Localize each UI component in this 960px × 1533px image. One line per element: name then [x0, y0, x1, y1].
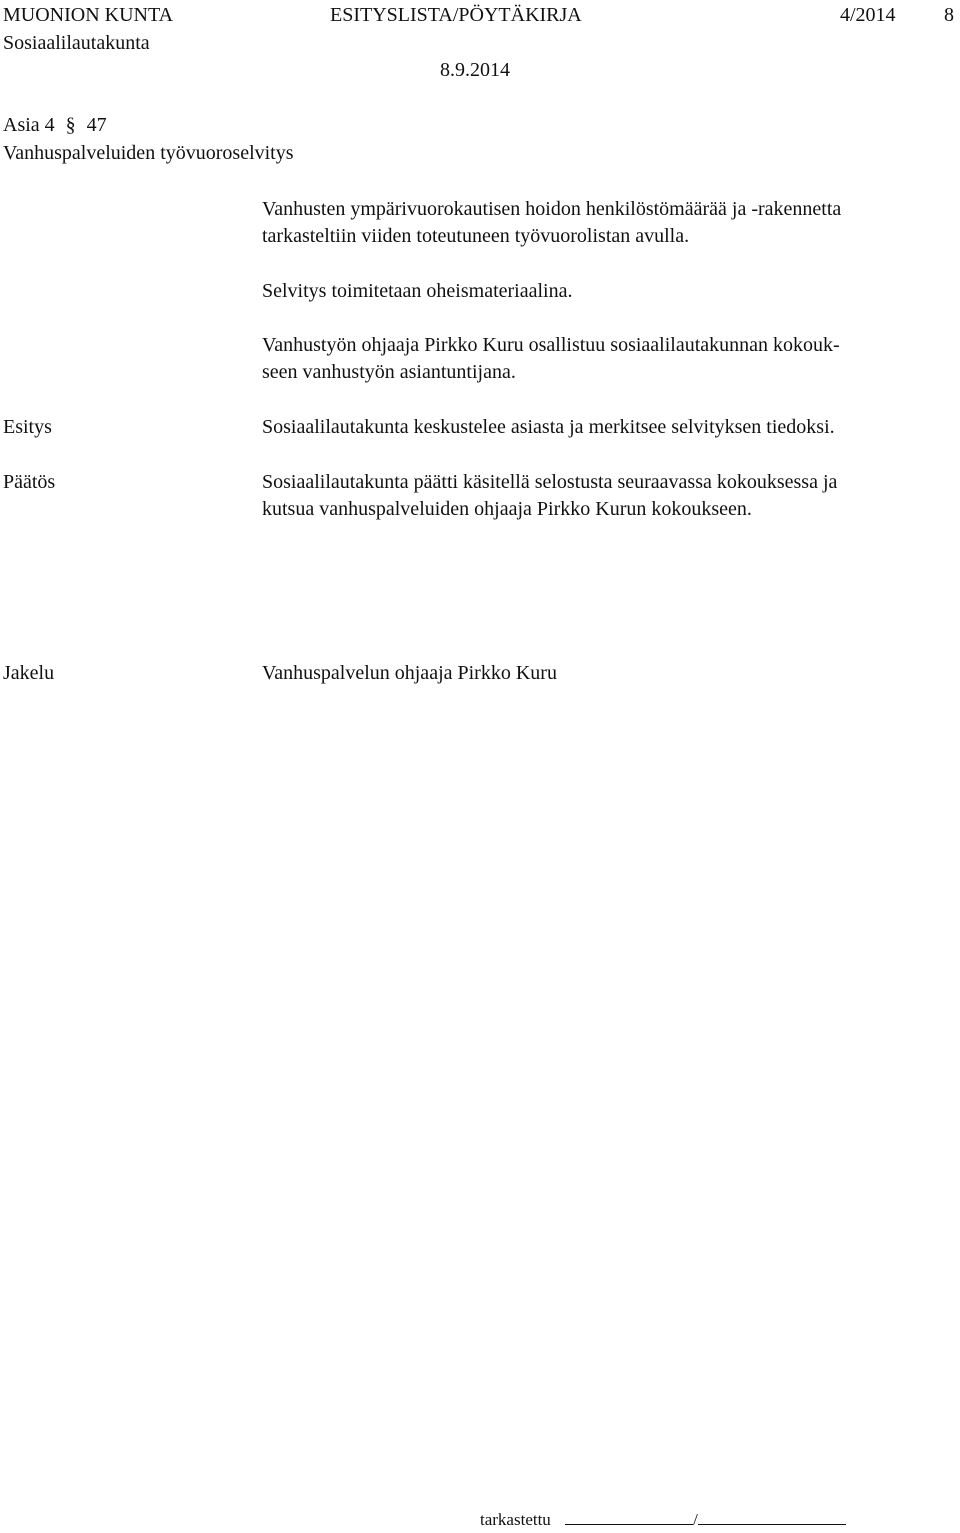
- item-title: Vanhuspalveluiden työvuoroselvitys: [3, 142, 294, 164]
- section-sign: §: [65, 114, 76, 136]
- paragraph-3-line-2: seen vanhustyön asiantuntijana.: [262, 361, 516, 383]
- paragraph-1-line-2: tarkasteltiin viiden toteutuneen työvuorolistan avulla.: [262, 225, 690, 247]
- signature-line-1: [565, 1507, 693, 1525]
- item-number: [3, 112, 107, 139]
- distribution-label: Jakelu: [3, 662, 55, 684]
- decision-line-2: kutsua vanhuspalveluiden ohjaaja Pirkko Kurun kokoukseen.: [262, 498, 752, 520]
- item-asia-label: Asia 4: [3, 114, 55, 136]
- paragraph-2: Selvitys toimitetaan oheismateriaalina.: [262, 280, 573, 302]
- footer-checked: [480, 1506, 846, 1533]
- decision-line-1: Sosiaalilautakunta päätti käsitellä selostusta seuraavassa kokouksessa ja: [262, 471, 838, 493]
- checked-label: tarkastettu: [480, 1510, 551, 1529]
- paragraph-1-line-1: Vanhusten ympärivuorokautisen hoidon henkilöstömäärää ja -rakennetta: [262, 198, 842, 220]
- committee-name: Sosiaalilautakunta: [3, 32, 150, 54]
- signature-separator: /: [693, 1510, 698, 1529]
- proposal-label: Esitys: [3, 416, 52, 438]
- proposal-text: Sosiaalilautakunta keskustelee asiasta ja merkitsee selvityksen tiedoksi.: [262, 416, 835, 438]
- municipality-name: MUONION KUNTA: [3, 4, 174, 26]
- section-number: 47: [86, 114, 107, 136]
- paragraph-3-line-1: Vanhustyön ohjaaja Pirkko Kuru osallistuu sosiaalilautakunnan kokouk-: [262, 334, 840, 356]
- document-type: ESITYSLISTA/PÖYTÄKIRJA: [330, 4, 582, 26]
- meeting-date: 8.9.2014: [440, 59, 510, 81]
- distribution-text: Vanhuspalvelun ohjaaja Pirkko Kuru: [262, 662, 557, 684]
- decision-label: Päätös: [3, 471, 56, 493]
- signature-line-2: [698, 1507, 846, 1525]
- page-number: 8: [944, 4, 954, 26]
- issue-number: 4/2014: [840, 4, 896, 26]
